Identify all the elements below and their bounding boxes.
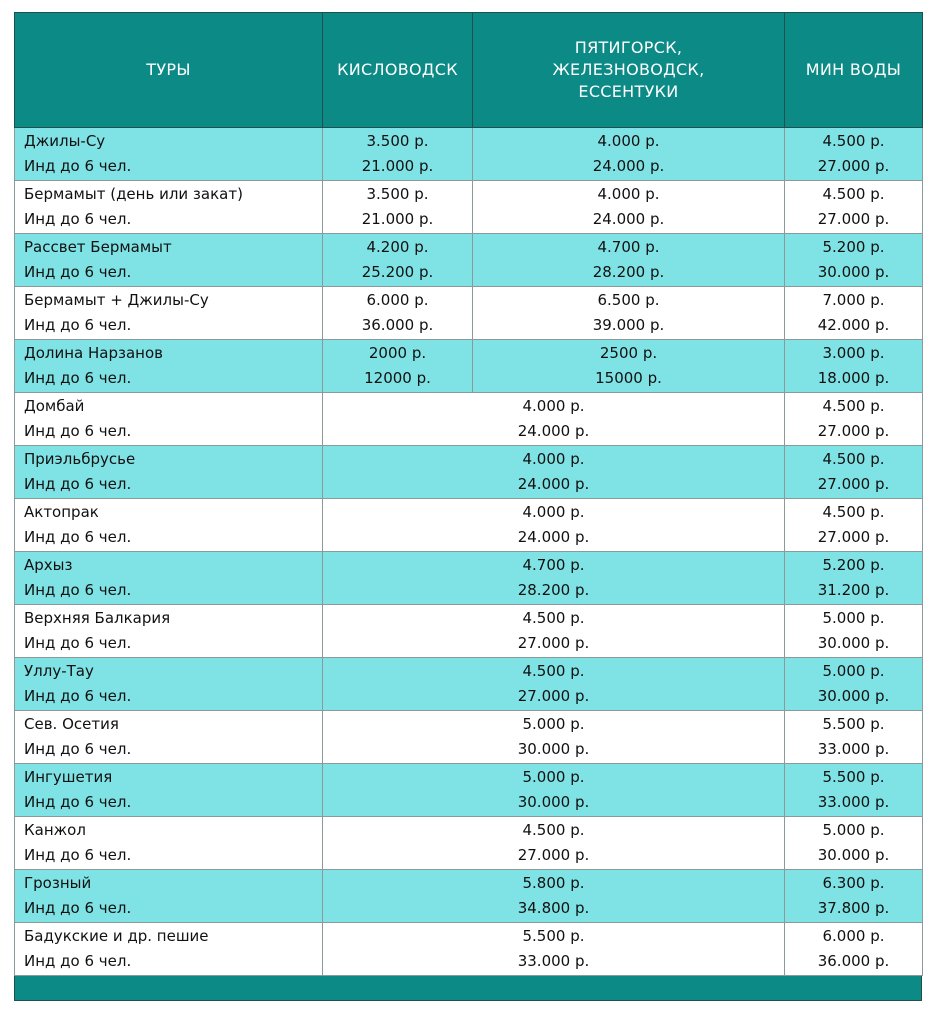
tour-group-note: Инд до 6 чел.: [24, 740, 132, 758]
tour-name: Домбай: [24, 397, 85, 415]
price-group: 30.000 р.: [817, 687, 890, 705]
price-group: 39.000 р.: [592, 316, 665, 334]
price-group: 30.000 р.: [817, 634, 890, 652]
price-cell-minvody: [785, 552, 923, 605]
price-per-person: 5.000 р.: [822, 821, 885, 839]
price-group: 36.000 р.: [817, 952, 890, 970]
price-group: 24.000 р.: [517, 422, 590, 440]
tour-group-note: Инд до 6 чел.: [24, 687, 132, 705]
price-per-person: 4.500 р.: [822, 503, 885, 521]
price-cell-merged: [323, 446, 785, 499]
price-per-person: 4.000 р.: [522, 450, 585, 468]
tour-name: Архыз: [24, 556, 73, 574]
price-cell-minvody: [785, 605, 923, 658]
tour-name-cell: [15, 340, 323, 393]
table-row: [15, 552, 923, 605]
price-per-person: 4.500 р.: [522, 609, 585, 627]
price-group: 27.000 р.: [817, 475, 890, 493]
price-per-person: 2500 р.: [599, 344, 658, 362]
price-per-person: 6.300 р.: [822, 874, 885, 892]
tour-name-cell: [15, 393, 323, 446]
price-group: 33.000 р.: [817, 793, 890, 811]
tour-name: Долина Нарзанов: [24, 344, 163, 362]
price-group: 30.000 р.: [517, 740, 590, 758]
price-per-person: 5.800 р.: [522, 874, 585, 892]
tour-group-note: Инд до 6 чел.: [24, 263, 132, 281]
price-per-person: 7.000 р.: [822, 291, 885, 309]
price-group: 36.000 р.: [361, 316, 434, 334]
tour-name: Верхняя Балкария: [24, 609, 171, 627]
tour-name-cell: [15, 234, 323, 287]
price-group: 34.800 р.: [517, 899, 590, 917]
price-cell-pyatigorsk: [473, 181, 785, 234]
price-group: 27.000 р.: [817, 210, 890, 228]
tour-name-cell: [15, 817, 323, 870]
table-row: [15, 287, 923, 340]
header-tours: ТУРЫ: [15, 13, 323, 128]
tour-group-note: Инд до 6 чел.: [24, 475, 132, 493]
tour-group-note: Инд до 6 чел.: [24, 581, 132, 599]
price-per-person: 2000 р.: [368, 344, 427, 362]
price-per-person: 5.200 р.: [822, 556, 885, 574]
price-per-person: 4.200 р.: [366, 238, 429, 256]
price-per-person: 3.500 р.: [366, 185, 429, 203]
table-row: [15, 181, 923, 234]
tour-name-cell: [15, 552, 323, 605]
price-group: 30.000 р.: [817, 846, 890, 864]
price-per-person: 3.000 р.: [822, 344, 885, 362]
price-cell-minvody: [785, 446, 923, 499]
tour-group-note: Инд до 6 чел.: [24, 952, 132, 970]
tour-group-note: Инд до 6 чел.: [24, 316, 132, 334]
price-group: 31.200 р.: [817, 581, 890, 599]
table-row: [15, 817, 923, 870]
tour-name-cell: [15, 605, 323, 658]
price-group: 30.000 р.: [517, 793, 590, 811]
tour-name: Грозный: [24, 874, 92, 892]
price-group: 27.000 р.: [817, 157, 890, 175]
price-group: 33.000 р.: [817, 740, 890, 758]
table-header-row: [15, 13, 923, 128]
price-cell-kislovodsk: [323, 287, 473, 340]
price-cell-merged: [323, 658, 785, 711]
table-row: [15, 393, 923, 446]
tour-name-cell: [15, 499, 323, 552]
price-per-person: 4.000 р.: [597, 132, 660, 150]
tour-name-cell: [15, 764, 323, 817]
price-group: 27.000 р.: [817, 422, 890, 440]
price-per-person: 4.700 р.: [597, 238, 660, 256]
tour-group-note: Инд до 6 чел.: [24, 528, 132, 546]
tour-name: Джилы-Су: [24, 132, 106, 150]
header-pyatigorsk: [473, 13, 785, 128]
tour-group-note: Инд до 6 чел.: [24, 210, 132, 228]
tour-group-note: Инд до 6 чел.: [24, 634, 132, 652]
header-pyatigorsk-line: ПЯТИГОРСК,: [574, 38, 683, 57]
price-cell-merged: [323, 393, 785, 446]
price-group: 12000 р.: [364, 369, 431, 387]
tour-name: Уллу-Тау: [24, 662, 94, 680]
price-cell-kislovodsk: [323, 340, 473, 393]
price-group: 27.000 р.: [517, 687, 590, 705]
price-cell-kislovodsk: [323, 128, 473, 181]
price-group: 30.000 р.: [817, 263, 890, 281]
price-cell-minvody: [785, 234, 923, 287]
price-cell-minvody: [785, 181, 923, 234]
price-cell-merged: [323, 817, 785, 870]
price-group: 24.000 р.: [592, 157, 665, 175]
tour-name-cell: [15, 287, 323, 340]
tour-name-cell: [15, 711, 323, 764]
tour-name: Ингушетия: [24, 768, 113, 786]
price-per-person: 5.500 р.: [822, 768, 885, 786]
tour-group-note: Инд до 6 чел.: [24, 369, 132, 387]
price-group: 21.000 р.: [361, 157, 434, 175]
price-group: 42.000 р.: [817, 316, 890, 334]
header-minvody: МИН ВОДЫ: [785, 13, 923, 128]
price-per-person: 5.500 р.: [522, 927, 585, 945]
price-cell-merged: [323, 923, 785, 976]
price-per-person: 4.500 р.: [522, 821, 585, 839]
table-row: [15, 605, 923, 658]
tour-name: Бадукские и др. пешие: [24, 927, 209, 945]
price-group: 27.000 р.: [817, 528, 890, 546]
tour-name-cell: [15, 658, 323, 711]
price-cell-merged: [323, 605, 785, 658]
price-per-person: 5.000 р.: [822, 609, 885, 627]
tour-name: Канжол: [24, 821, 86, 839]
tour-name: Актопрак: [24, 503, 99, 521]
price-cell-merged: [323, 552, 785, 605]
tour-name: Бермамыт + Джилы-Су: [24, 291, 209, 309]
price-group: 24.000 р.: [517, 475, 590, 493]
table-footer-bar: [14, 976, 922, 1001]
tour-price-table: [14, 12, 923, 976]
price-cell-merged: [323, 499, 785, 552]
price-per-person: 4.500 р.: [522, 662, 585, 680]
price-group: 27.000 р.: [517, 634, 590, 652]
price-group: 18.000 р.: [817, 369, 890, 387]
price-per-person: 5.000 р.: [522, 715, 585, 733]
price-group: 24.000 р.: [517, 528, 590, 546]
price-per-person: 4.000 р.: [522, 397, 585, 415]
table-row: [15, 446, 923, 499]
price-cell-pyatigorsk: [473, 128, 785, 181]
price-group: 37.800 р.: [817, 899, 890, 917]
price-per-person: 4.500 р.: [822, 185, 885, 203]
price-group: 27.000 р.: [517, 846, 590, 864]
price-cell-minvody: [785, 287, 923, 340]
price-cell-merged: [323, 711, 785, 764]
table-row: [15, 711, 923, 764]
price-group: 28.200 р.: [517, 581, 590, 599]
table-row: [15, 340, 923, 393]
price-cell-minvody: [785, 764, 923, 817]
tour-group-note: Инд до 6 чел.: [24, 422, 132, 440]
price-per-person: 4.000 р.: [522, 503, 585, 521]
price-per-person: 6.500 р.: [597, 291, 660, 309]
price-cell-pyatigorsk: [473, 340, 785, 393]
price-table-container: [14, 12, 922, 1001]
price-cell-minvody: [785, 870, 923, 923]
price-per-person: 4.500 р.: [822, 450, 885, 468]
price-group: 24.000 р.: [592, 210, 665, 228]
tour-group-note: Инд до 6 чел.: [24, 899, 132, 917]
table-row: [15, 234, 923, 287]
price-cell-minvody: [785, 658, 923, 711]
tour-name-cell: [15, 181, 323, 234]
tour-name: Сев. Осетия: [24, 715, 119, 733]
price-cell-pyatigorsk: [473, 234, 785, 287]
price-cell-merged: [323, 764, 785, 817]
header-pyatigorsk-line: ЕССЕНТУКИ: [578, 82, 679, 101]
price-group: 21.000 р.: [361, 210, 434, 228]
tour-name: Рассвет Бермамыт: [24, 238, 172, 256]
price-per-person: 4.500 р.: [822, 132, 885, 150]
table-row: [15, 128, 923, 181]
table-row: [15, 870, 923, 923]
price-per-person: 4.500 р.: [822, 397, 885, 415]
price-cell-kislovodsk: [323, 234, 473, 287]
table-row: [15, 658, 923, 711]
price-per-person: 4.000 р.: [597, 185, 660, 203]
price-cell-minvody: [785, 711, 923, 764]
tour-name-cell: [15, 128, 323, 181]
tour-name-cell: [15, 870, 323, 923]
price-per-person: 5.500 р.: [822, 715, 885, 733]
price-per-person: 6.000 р.: [366, 291, 429, 309]
price-cell-minvody: [785, 499, 923, 552]
price-cell-minvody: [785, 923, 923, 976]
price-per-person: 3.500 р.: [366, 132, 429, 150]
tour-name: Приэльбрусье: [24, 450, 136, 468]
table-body: [15, 128, 923, 976]
tour-name-cell: [15, 446, 323, 499]
price-cell-minvody: [785, 393, 923, 446]
price-per-person: 6.000 р.: [822, 927, 885, 945]
price-cell-kislovodsk: [323, 181, 473, 234]
tour-name-cell: [15, 923, 323, 976]
price-group: 33.000 р.: [517, 952, 590, 970]
price-cell-minvody: [785, 340, 923, 393]
price-per-person: 5.200 р.: [822, 238, 885, 256]
tour-name: Бермамыт (день или закат): [24, 185, 243, 203]
price-cell-merged: [323, 870, 785, 923]
table-row: [15, 764, 923, 817]
price-cell-minvody: [785, 128, 923, 181]
header-kislovodsk: КИСЛОВОДСК: [323, 13, 473, 128]
price-per-person: 5.000 р.: [822, 662, 885, 680]
price-group: 28.200 р.: [592, 263, 665, 281]
table-row: [15, 499, 923, 552]
header-pyatigorsk-line: ЖЕЛЕЗНОВОДСК,: [552, 60, 705, 79]
price-per-person: 4.700 р.: [522, 556, 585, 574]
tour-group-note: Инд до 6 чел.: [24, 157, 132, 175]
price-per-person: 5.000 р.: [522, 768, 585, 786]
price-cell-minvody: [785, 817, 923, 870]
tour-group-note: Инд до 6 чел.: [24, 793, 132, 811]
price-group: 25.200 р.: [361, 263, 434, 281]
price-group: 15000 р.: [595, 369, 662, 387]
tour-group-note: Инд до 6 чел.: [24, 846, 132, 864]
table-row: [15, 923, 923, 976]
price-cell-pyatigorsk: [473, 287, 785, 340]
